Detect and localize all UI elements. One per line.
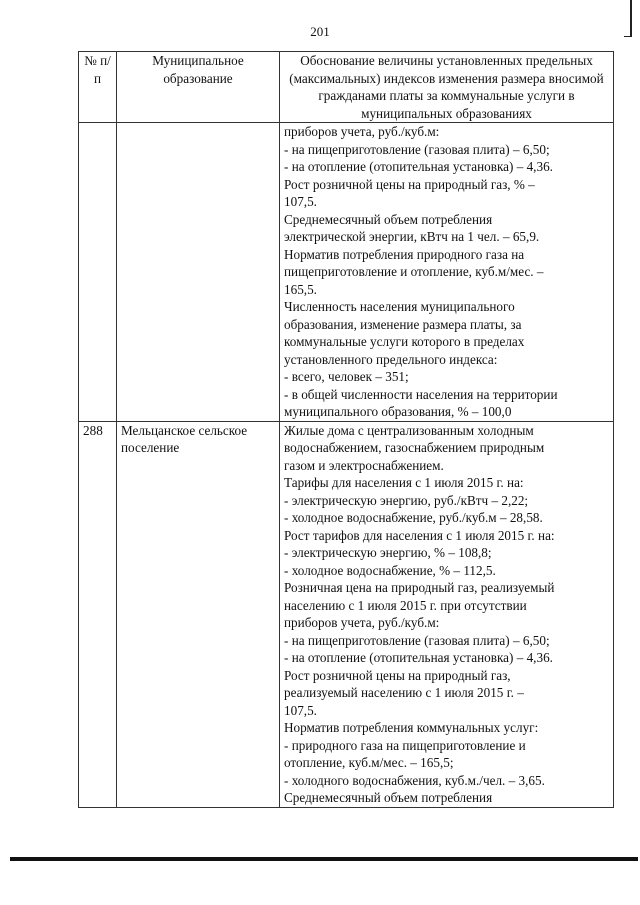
text-line: - всего, человек – 351;	[284, 369, 409, 384]
row-number: 288	[79, 421, 117, 807]
text-line: - холодное водоснабжение, % – 112,5.	[284, 562, 496, 578]
row-justification	[280, 421, 614, 807]
text-line: Жилые дома с централизованным холодным	[284, 422, 534, 438]
text-line: приборов учета, руб./куб.м:	[284, 124, 440, 139]
justification-table	[78, 51, 614, 808]
text-line: Рост тарифов для населения с 1 июля 2015 г. на:	[284, 527, 555, 543]
text-line: Численность населения муниципального	[284, 299, 515, 314]
text-line: коммунальные услуги которого в пределах	[284, 334, 525, 349]
table-row	[79, 123, 614, 422]
text-line: 165,5.	[284, 281, 317, 297]
text-line: Среднемесячный объем потребления	[284, 211, 493, 227]
text-line: реализуемый населению с 1 июля 2015 г. –	[284, 685, 524, 700]
text-line: Среднемесячный объем потребления	[284, 790, 493, 805]
text-line: - в общей численности населения на территории	[284, 386, 558, 402]
text-line: установленного предельного индекса:	[284, 351, 498, 367]
row-number	[79, 123, 117, 422]
text-line: - холодное водоснабжение, руб./куб.м – 28,58.	[284, 510, 543, 525]
row-municipality: Мельцанское сельское поселение	[117, 421, 280, 807]
text-line: Норматив потребления коммунальных услуг:	[284, 720, 539, 735]
text-line: образования, изменение размера платы, за	[284, 316, 522, 332]
text-line: пищеприготовление и отопление, куб.м/мес. –	[284, 264, 544, 279]
text-line: Норматив потребления природного газа на	[284, 246, 525, 262]
text-line: Тарифы для населения с 1 июля 2015 г. на:	[284, 475, 524, 490]
text-line: газом и электроснабжением.	[284, 457, 444, 473]
header-number: № п/п	[79, 52, 117, 123]
text-line: - холодного водоснабжения, куб.м./чел. – 3,65.	[284, 772, 545, 788]
text-line: - на отопление (отопительная установка) – 4,36.	[284, 159, 553, 174]
text-line: приборов учета, руб./куб.м:	[284, 615, 440, 630]
text-line: - электрическую энергию, % – 108,8;	[284, 545, 492, 560]
text-line: Розничная цена на природный газ, реализуемый	[284, 580, 555, 595]
text-line: электрической энергии, кВтч на 1 чел. – 65,9.	[284, 229, 540, 244]
text-line: населению с 1 июля 2015 г. при отсутствии	[284, 597, 527, 613]
text-line: отопление, куб.м/мес. – 165,5;	[284, 755, 454, 770]
text-line: муниципального образования, % – 100,0	[284, 404, 512, 419]
text-line: - природного газа на пищеприготовление и	[284, 737, 526, 753]
text-line: - на пищеприготовление (газовая плита) – 6,50;	[284, 141, 550, 157]
bottom-rule	[10, 857, 638, 861]
text-line: - на отопление (отопительная установка) – 4,36.	[284, 650, 553, 665]
page-number: 201	[310, 24, 330, 39]
text-line: 107,5.	[284, 702, 317, 718]
row-justification	[280, 123, 614, 422]
row-municipality	[117, 123, 280, 422]
text-line: водоснабжением, газоснабжением природным	[284, 440, 545, 455]
text-line: - электрическую энергию, руб./кВтч – 2,22;	[284, 492, 529, 508]
text-line: Рост розничной цены на природный газ,	[284, 667, 511, 683]
table-header-row	[79, 52, 614, 123]
header-municipality: Муниципальное образование	[117, 52, 280, 123]
text-line: 107,5.	[284, 194, 317, 209]
text-line: - на пищеприготовление (газовая плита) – 6,50;	[284, 632, 550, 648]
table-row	[79, 421, 614, 807]
text-line: Рост розничной цены на природный газ, % –	[284, 176, 535, 192]
header-justification: Обоснование величины установленных предельных (максимальных) индексов изменения размера вносимой гражданами платы за коммунальные услуги в муниципальных образованиях	[280, 52, 614, 123]
